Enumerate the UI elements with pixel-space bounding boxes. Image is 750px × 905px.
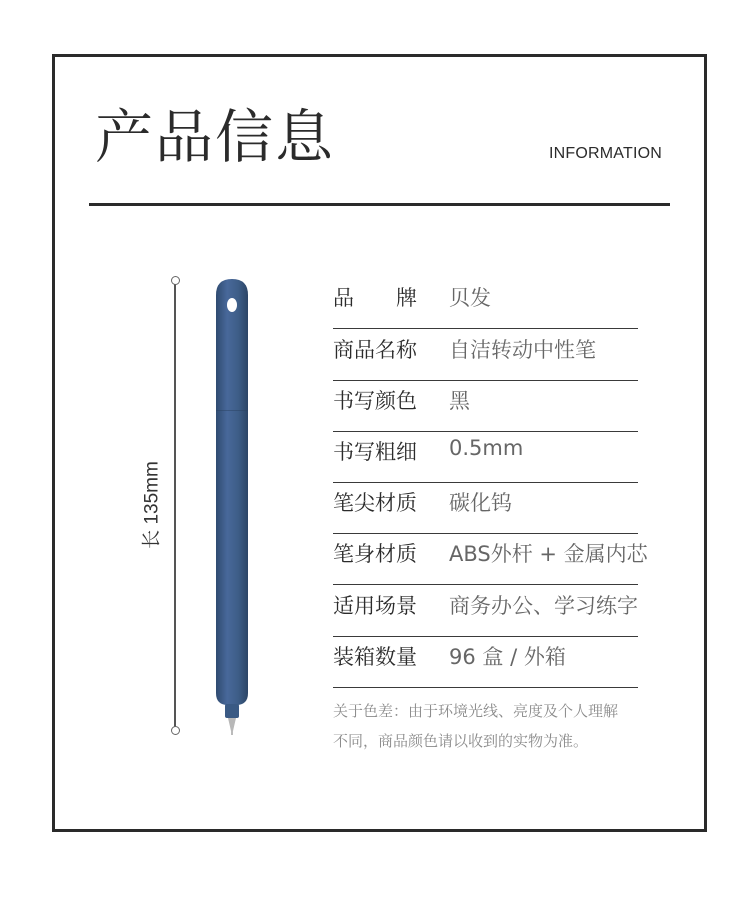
dimension-bottom-dot	[171, 726, 180, 735]
disclaimer-line: 关于色差：由于环境光线、亮度及个人理解	[333, 702, 619, 720]
dimension-label-text: 长 135mm	[141, 461, 163, 549]
spec-label: 装箱数量	[333, 645, 417, 669]
spec-value: 碳化钨	[449, 491, 512, 515]
dimension-line	[174, 280, 176, 730]
dimension-top-dot	[171, 276, 180, 285]
spec-label: 商品名称	[333, 338, 417, 362]
spec-value: 96 盒 / 外箱	[449, 645, 566, 669]
page-title: 产品信息	[95, 103, 336, 171]
spec-value: 自洁转动中性笔	[449, 338, 596, 362]
spec-label: 书写粗细	[333, 440, 417, 464]
spec-row-usage	[333, 585, 638, 637]
spec-value: 贝发	[449, 286, 491, 310]
spec-row-tip-material	[333, 482, 638, 534]
pen-illustration	[206, 275, 258, 737]
spec-value: 黑	[449, 389, 470, 413]
spec-value: 商务办公、学习练字	[449, 594, 638, 618]
spec-row-product-name	[333, 329, 638, 381]
spec-label: 品 牌	[333, 286, 417, 310]
spec-label: 笔身材质	[333, 542, 417, 566]
spec-row-body-material	[333, 533, 648, 585]
color-disclaimer	[333, 696, 673, 756]
spec-row-brand	[333, 277, 638, 329]
spec-label: 书写颜色	[333, 389, 417, 413]
spec-row-line-width	[333, 431, 638, 483]
spec-row-packing	[333, 636, 638, 688]
spec-label: 适用场景	[333, 594, 417, 618]
row-divider	[333, 687, 638, 688]
spec-label: 笔尖材质	[333, 491, 417, 515]
header-divider	[89, 203, 670, 206]
page-subtitle: INFORMATION	[549, 145, 663, 162]
disclaimer-line: 不同，商品颜色请以收到的实物为准。	[333, 732, 589, 750]
spec-row-ink-color	[333, 380, 638, 432]
spec-value: 0.5mm	[449, 436, 524, 460]
spec-value: ABS外杆 + 金属内芯	[449, 542, 648, 566]
